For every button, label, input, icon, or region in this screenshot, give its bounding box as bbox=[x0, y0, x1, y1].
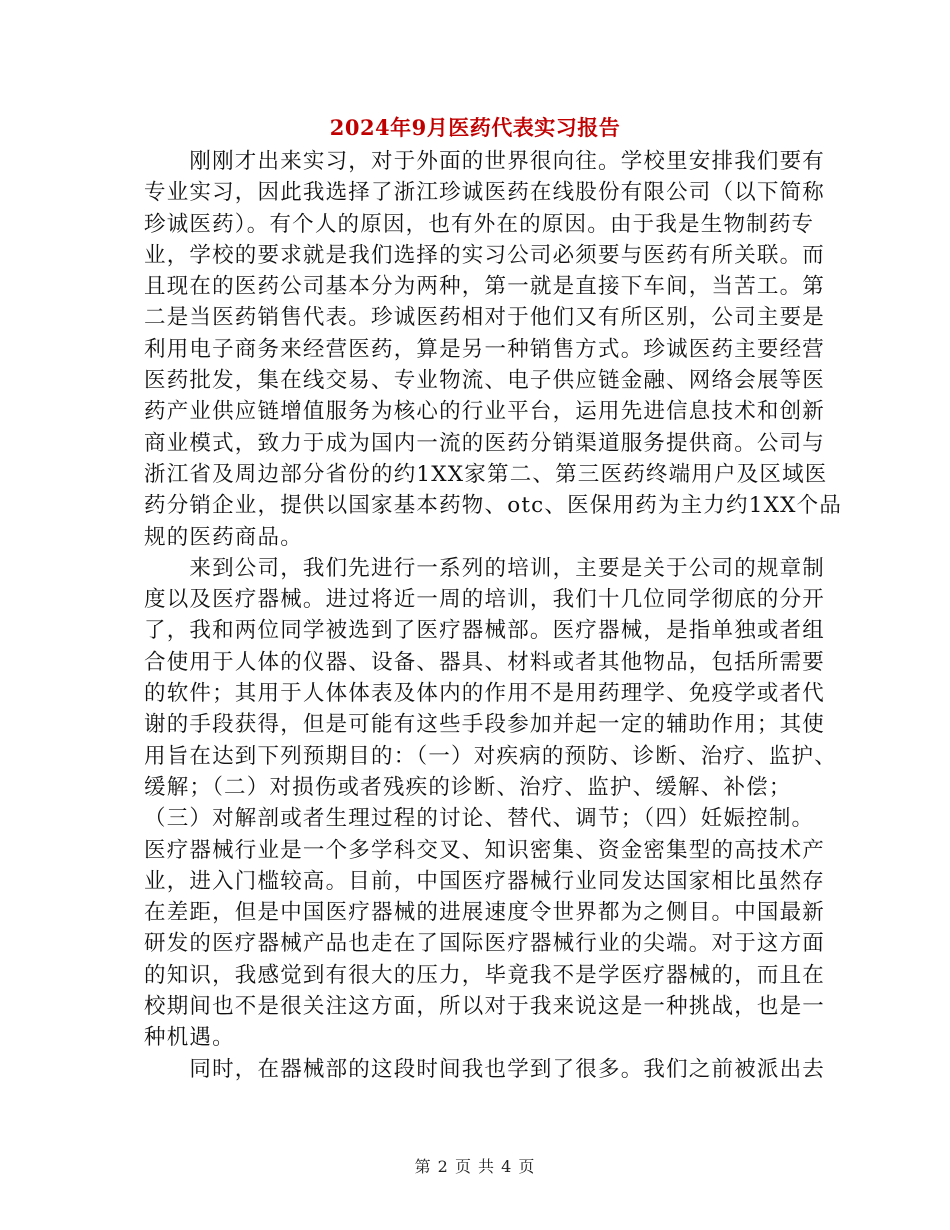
body-line: 了，我和两位同学被选到了医疗器械部。医疗器械，是指单独或者组 bbox=[144, 618, 826, 644]
body-line: 在差距，但是中国医疗器械的进展速度令世界都为之侧目。中国最新 bbox=[144, 900, 826, 926]
page-number-footer: 第 2 页 共 4 页 bbox=[414, 1157, 536, 1176]
body-line: 研发的医疗器械产品也走在了国际医疗器械行业的尖端。对于这方面 bbox=[144, 931, 826, 957]
body-line: 规的医药商品。 bbox=[144, 524, 303, 550]
body-line: 来到公司，我们先进行一系列的培训，主要是关于公司的规章制 bbox=[144, 555, 826, 581]
body-line: 谢的手段获得，但是可能有这些手段参加并起一定的辅助作用；其使 bbox=[144, 712, 826, 738]
body-line: 珍诚医药）。有个人的原因，也有外在的原因。由于我是生物制药专 bbox=[144, 211, 815, 237]
body-line: 专业实习，因此我选择了浙江珍诚医药在线股份有限公司（以下简称 bbox=[144, 180, 826, 206]
body-line: 药分销企业，提供以国家基本药物、otc、医保用药为主力约1XX个品 bbox=[144, 493, 843, 519]
body-line: 二是当医药销售代表。珍诚医药相对于他们又有所区别，公司主要是 bbox=[144, 305, 826, 331]
body-line: 校期间也不是很关注这方面，所以对于我来说这是一种挑战，也是一 bbox=[144, 994, 826, 1020]
body-line: 业，进入门槛较高。目前，中国医疗器械行业同发达国家相比虽然存 bbox=[144, 868, 826, 894]
body-line: 且现在的医药公司基本分为两种，第一就是直接下车间，当苦工。第 bbox=[144, 274, 826, 300]
body-line: 合使用于人体的仪器、设备、器具、材料或者其他物品，包括所需要 bbox=[144, 649, 826, 675]
body-line: 的知识，我感觉到有很大的压力，毕竟我不是学医疗器械的，而且在 bbox=[144, 962, 826, 988]
body-line: 医疗器械行业是一个多学科交叉、知识密集、资金密集型的高技术产 bbox=[144, 837, 826, 863]
body-line: 度以及医疗器械。进过将近一周的培训，我们十几位同学彻底的分开 bbox=[144, 587, 826, 613]
body-line: 浙江省及周边部分省份的约1XX家第二、第三医药终端用户及区域医 bbox=[144, 461, 828, 487]
body-line: 的软件；其用于人体体表及体内的作用不是用药理学、免疫学或者代 bbox=[144, 681, 826, 707]
document-body bbox=[144, 146, 843, 1085]
body-line: 医药批发，集在线交易、专业物流、电子供应链金融、网络会展等医 bbox=[144, 368, 826, 394]
body-line: （三）对解剖或者生理过程的讨论、替代、调节；（四）妊娠控制。 bbox=[144, 806, 815, 832]
body-line: 同时，在器械部的这段时间我也学到了很多。我们之前被派出去 bbox=[144, 1056, 826, 1082]
body-line: 商业模式，致力于成为国内一流的医药分销渠道服务提供商。公司与 bbox=[144, 430, 826, 456]
body-line: 种机遇。 bbox=[144, 1025, 235, 1051]
body-line: 刚刚才出来实习，对于外面的世界很向往。学校里安排我们要有 bbox=[144, 149, 826, 174]
body-line: 利用电子商务来经营医药，算是另一种销售方式。珍诚医药主要经营 bbox=[144, 336, 826, 362]
document-title: 2024年9月医药代表实习报告 bbox=[329, 115, 621, 140]
body-line: 缓解；（二）对损伤或者残疾的诊断、治疗、监护、缓解、补偿； bbox=[144, 774, 792, 800]
body-line: 业，学校的要求就是我们选择的实习公司必须要与医药有所关联。而 bbox=[144, 242, 826, 268]
body-line: 药产业供应链增值服务为核心的行业平台，运用先进信息技术和创新 bbox=[144, 399, 826, 425]
body-line: 用旨在达到下列预期目的：（一）对疾病的预防、诊断、治疗、监护、 bbox=[144, 743, 837, 769]
